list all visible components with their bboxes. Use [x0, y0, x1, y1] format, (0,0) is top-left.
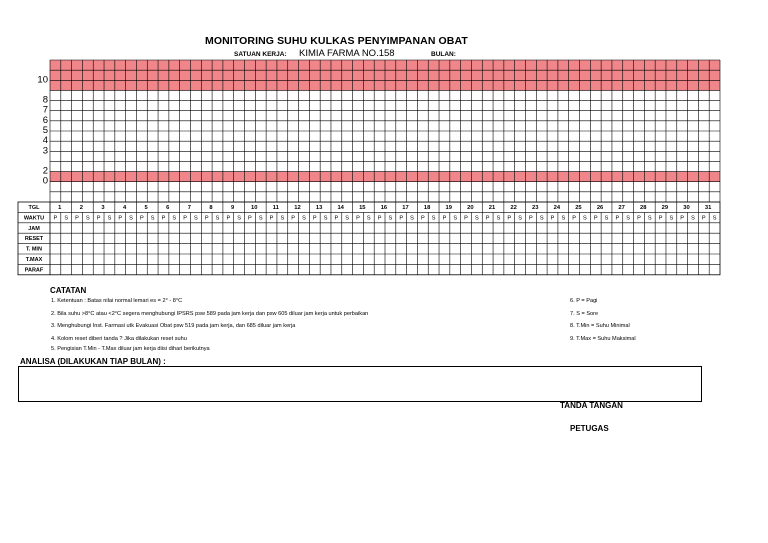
shift-label: S — [150, 215, 155, 222]
y-axis-label: 8 — [42, 94, 48, 106]
day-number: 18 — [423, 205, 431, 211]
day-number: 27 — [618, 205, 625, 211]
shift-label: P — [593, 215, 598, 222]
day-number: 1 — [58, 205, 62, 211]
satuan-kerja-value: KIMIA FARMA NO.158 — [299, 48, 395, 59]
table-row-label: T. MIN — [26, 246, 42, 253]
day-number: 14 — [337, 205, 344, 211]
shift-label: P — [118, 215, 123, 222]
day-number: 15 — [359, 205, 366, 211]
day-number: 24 — [553, 205, 561, 211]
shift-label: P — [529, 215, 533, 222]
shift-label: P — [637, 215, 641, 222]
shift-label: S — [366, 215, 371, 222]
shift-label: P — [550, 215, 555, 222]
day-number: 13 — [315, 205, 323, 211]
y-axis-label: 3 — [42, 145, 48, 157]
table-row-label: PARAF — [24, 267, 44, 274]
shift-label: S — [64, 215, 69, 222]
analisa-label: ANALISA (DILAKUKAN TIAP BULAN) : — [20, 357, 166, 366]
form-title: MONITORING SUHU KULKAS PENYIMPANAN OBAT — [205, 35, 468, 47]
shift-label: P — [96, 215, 101, 222]
note-4: 4. Kolom reset diberi tanda ? Jika dilakukan reset suhu — [51, 336, 187, 342]
shift-label: S — [388, 215, 393, 222]
shift-label: S — [323, 215, 328, 222]
day-number: 7 — [187, 205, 192, 211]
table-row-label: T.MAX — [25, 257, 43, 263]
shift-label: S — [496, 215, 501, 222]
note-9: 9. T.Max = Suhu Maksimal — [570, 336, 636, 342]
shift-label: P — [312, 215, 317, 222]
y-axis-label: 6 — [42, 114, 48, 126]
day-number: 5 — [144, 205, 148, 211]
day-number: 20 — [467, 205, 474, 211]
day-number: 3 — [101, 205, 105, 211]
shift-label: S — [712, 215, 717, 222]
note-1: 1. Ketentuan : Batas nilai normal lemari es = 2° - 8°C — [51, 298, 183, 304]
shift-label: S — [345, 215, 350, 222]
day-number: 16 — [380, 205, 388, 211]
shift-label: S — [237, 215, 241, 222]
shift-label: S — [647, 215, 652, 222]
day-number: 6 — [166, 205, 170, 211]
shift-label: P — [204, 215, 209, 222]
y-axis-label: 7 — [42, 104, 48, 116]
shift-label: S — [474, 215, 479, 222]
shift-label: S — [691, 215, 695, 222]
table-row-label: WAKTU — [23, 215, 45, 222]
y-axis-label: 4 — [42, 135, 48, 147]
shift-label: S — [172, 215, 177, 222]
bulan-label: BULAN: — [431, 51, 456, 58]
day-number: 29 — [661, 205, 669, 211]
shift-label: P — [226, 215, 231, 222]
day-number: 17 — [402, 205, 409, 211]
day-number: 4 — [122, 205, 127, 211]
shift-label: P — [399, 215, 404, 222]
shift-label: S — [626, 215, 631, 222]
table-row-label: JAM — [28, 225, 40, 232]
shift-label: S — [431, 215, 436, 222]
shift-label: S — [410, 215, 414, 222]
day-number: 12 — [294, 205, 301, 211]
shift-label: S — [302, 215, 306, 222]
shift-label: P — [75, 215, 79, 222]
day-number: 9 — [231, 205, 235, 211]
shift-label: P — [658, 215, 663, 222]
shift-label: P — [53, 215, 58, 222]
note-6: 6. P = Pagi — [570, 298, 598, 304]
day-number: 31 — [704, 205, 712, 211]
table-row-label: RESET — [24, 236, 44, 243]
y-axis-label: 0 — [42, 175, 48, 187]
shift-label: P — [507, 215, 512, 222]
note-8: 8. T.Min = Suhu Minimal — [570, 323, 630, 329]
table-row-label: TGL — [28, 205, 40, 211]
shift-label: P — [701, 215, 706, 222]
day-number: 10 — [251, 205, 258, 211]
y-axis-label: 10 — [37, 74, 48, 86]
signature-label: TANDA TANGAN — [560, 401, 623, 410]
shift-label: S — [85, 215, 90, 222]
satuan-kerja-label: SATUAN KERJA: — [234, 51, 287, 58]
shift-label: P — [183, 215, 187, 222]
shift-label: P — [269, 215, 274, 222]
day-number: 30 — [683, 205, 690, 211]
notes-heading: CATATAN — [50, 286, 87, 295]
shift-label: S — [215, 215, 220, 222]
day-number: 21 — [488, 205, 496, 211]
shift-label: S — [604, 215, 609, 222]
analisa-box[interactable] — [18, 366, 702, 402]
y-axis-label: 2 — [42, 165, 48, 177]
shift-label: S — [194, 215, 198, 222]
day-number: 23 — [531, 205, 539, 211]
shift-label: S — [258, 215, 263, 222]
shift-label: P — [464, 215, 468, 222]
y-axis-label: 5 — [42, 125, 48, 136]
shift-label: P — [615, 215, 620, 222]
shift-label: P — [161, 215, 166, 222]
shift-label: P — [139, 215, 144, 222]
day-number: 25 — [575, 205, 582, 211]
shift-label: S — [280, 215, 285, 222]
shift-label: S — [583, 215, 587, 222]
shift-label: P — [420, 215, 425, 222]
shift-label: P — [485, 215, 490, 222]
shift-label: S — [539, 215, 544, 222]
shift-label: S — [518, 215, 522, 222]
note-7: 7. S = Sore — [570, 311, 599, 317]
shift-label: S — [129, 215, 133, 222]
note-3: 3. Menghubungi Inst. Farmasi utk Evakuasi Obat psw 519 pada jam kerja, dan 685 diluar jam kerja — [51, 323, 296, 329]
shift-label: S — [669, 215, 674, 222]
shift-label: P — [291, 215, 296, 222]
day-number: 2 — [79, 205, 83, 211]
shift-label: P — [377, 215, 382, 222]
note-5: 5. Pengisian T.Min - T.Max diluar jam kerja diisi dihari berikutnya — [51, 346, 210, 352]
shift-label: P — [356, 215, 360, 222]
shift-label: P — [442, 215, 447, 222]
shift-label: P — [248, 215, 252, 222]
note-2: 2. Bila suhu >8°C atau <2°C segera menghubungi IPSRS psw 589 pada jam kerja dan psw 605 diluar jam kerja untuk perbaikan — [51, 311, 369, 317]
shift-label: P — [572, 215, 576, 222]
shift-label: S — [107, 215, 112, 222]
day-number: 28 — [640, 205, 647, 211]
day-number: 11 — [272, 205, 279, 211]
shift-label: P — [680, 215, 685, 222]
shift-label: S — [561, 215, 566, 222]
shift-label: P — [334, 215, 339, 222]
day-number: 22 — [510, 205, 517, 211]
shift-label: S — [453, 215, 458, 222]
log-table — [18, 202, 720, 275]
day-number: 26 — [596, 205, 604, 211]
petugas-label: PETUGAS — [570, 424, 609, 433]
day-number: 19 — [445, 205, 452, 211]
day-number: 8 — [209, 205, 213, 211]
